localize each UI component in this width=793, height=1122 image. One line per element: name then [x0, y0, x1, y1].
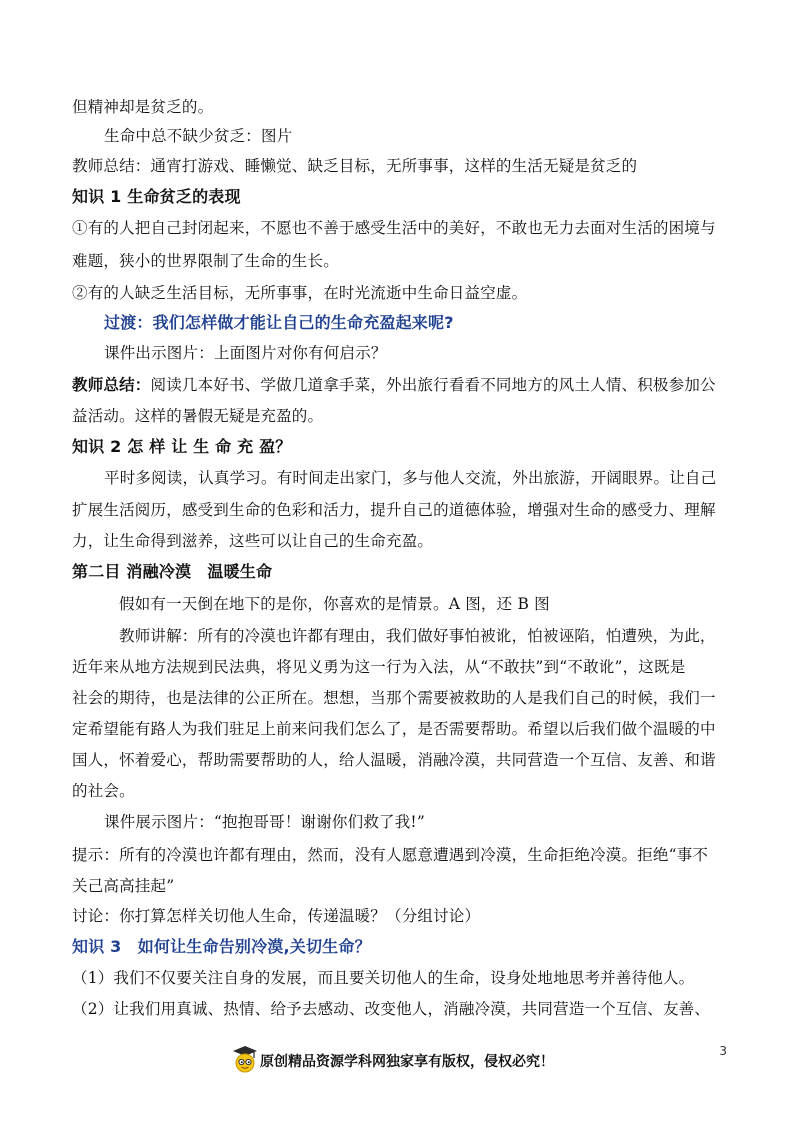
transition-heading: 过渡：我们怎样做才能让自己的生命充盈起来呢? [104, 313, 454, 332]
text-line: 教师总结：通宵打游戏、睡懒觉、缺乏目标，无所事事，这样的生活无疑是贫乏的 [72, 157, 638, 175]
section-heading: 知识 3 如何让生命告别冷漠,关切生命？ [72, 937, 371, 956]
teacher-summary-text: 阅读几本好书、学做几道拿手菜，外出旅行看看不同地方的风土人情、积极参加公 [150, 376, 716, 394]
text-line: 但精神却是贫乏的。 [72, 98, 214, 116]
text-line: 讨论：你打算怎样关切他人生命，传递温暖？（分组讨论） [72, 907, 481, 925]
text-line: 提示：所有的冷漠也许都有理由，然而，没有人愿意遭遇到冷漠，生命拒绝冷漠。拒绝“事不 [72, 846, 709, 864]
page-number: 3 [719, 1044, 727, 1058]
text-line: ②有的人缺乏生活目标，无所事事，在时光流逝中生命日益空虚。 [72, 284, 528, 302]
teacher-summary-label: 教师总结： [72, 376, 151, 394]
text-line: 关己高高挂起” [72, 877, 175, 895]
text-line: 社会的期待，也是法律的公正所在。想想，当那个需要被救助的人是我们自己的时候，我们一 [72, 689, 716, 707]
copyright-notice: 原创精品资源学科网独家享有版权，侵权必究！ [260, 1054, 554, 1070]
text-line: 近年来从地方法规到民法典，将见义勇为这一行为入法，从“不敢扶”到“不敢讹”，这既是 [72, 658, 686, 676]
section-heading: 知识 2 怎 样 让 生 命 充 盈？ [72, 437, 292, 456]
text-line: 生命中总不缺少贫乏：图片 [104, 127, 293, 145]
text-line: 扩展生活阅历，感受到生命的色彩和活力，提升自己的道德体验，增强对生命的感受力、理解 [72, 501, 716, 519]
text-line: 国人，怀着爱心，帮助需要帮助的人，给人温暖，消融冷漠，共同营造一个互信、友善、和谐 [72, 751, 716, 769]
section-heading: 知识 1 生命贫乏的表现 [72, 187, 241, 206]
text-line: 定希望能有路人为我们驻足上前来问我们怎么了，是否需要帮助。希望以后我们做个温暖的中 [72, 720, 716, 738]
graduate-emoji-icon [232, 1045, 258, 1077]
text-line: 教师讲解：所有的冷漠也许都有理由，我们做好事怕被讹，怕被诬陷，怕遭殃，为此， [119, 627, 716, 645]
text-line: 假如有一天倒在地下的是你，你喜欢的是情景。A 图，还 B 图 [119, 595, 550, 613]
text-line: 难题，狭小的世界限制了生命的生长。 [72, 252, 339, 270]
text-line: 力，让生命得到滋养，这些可以让自己的生命充盈。 [72, 532, 434, 550]
text-line: 的社会。 [72, 782, 135, 800]
text-line: 益活动。这样的暑假无疑是充盈的。 [72, 407, 324, 425]
footer [232, 1046, 554, 1076]
text-line: 课件出示图片：上面图片对你有何启示？ [104, 344, 387, 362]
text-line: （2）让我们用真诚、热情、给予去感动、改变他人，消融冷漠，共同营造一个互信、友善、 [72, 1000, 711, 1018]
text-line: 平时多阅读，认真学习。有时间走出家门，多与他人交流，外出旅游，开阔眼界。让自己 [104, 469, 717, 487]
text-line: ①有的人把自己封闭起来，不愿也不善于感受生活中的美好，不敢也无力去面对生活的困境与 [72, 219, 716, 237]
text-line: 课件展示图片：“抱抱哥哥！谢谢你们救了我!” [104, 813, 425, 831]
section-heading: 第二目 消融冷漠 温暖生命 [72, 562, 273, 581]
text-line [72, 375, 716, 395]
text-line: （1）我们不仅要关注自身的发展，而且要关切他人的生命，设身处地地思考并善待他人。 [72, 969, 695, 987]
